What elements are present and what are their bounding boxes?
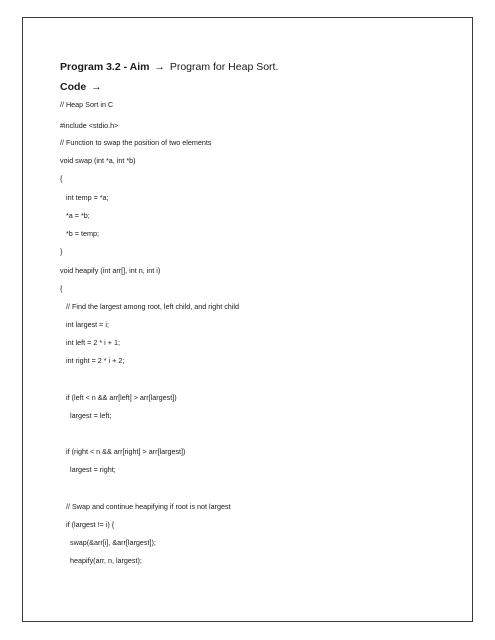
program-title	[60, 60, 278, 74]
code-label: Code	[60, 81, 87, 93]
code-line: largest = left;	[70, 411, 112, 420]
code-line: int temp = *a;	[66, 193, 109, 202]
program-number: Program 3.2 - Aim	[60, 61, 150, 73]
code-line: heapify(arr, n, largest);	[70, 556, 142, 565]
code-line: if (right < n && arr[right] > arr[largest])	[66, 447, 186, 456]
code-line: swap(&arr[i], &arr[largest]);	[70, 538, 156, 547]
code-line: }	[60, 247, 63, 256]
code-line: int left = 2 * i + 1;	[66, 338, 120, 347]
right-arrow-icon: →	[154, 61, 165, 73]
code-line: // Function to swap the position of two elements	[60, 138, 212, 147]
code-line: void swap (int *a, int *b)	[60, 156, 136, 165]
code-line: int largest = i;	[66, 320, 109, 329]
code-line: // Heap Sort in C	[60, 100, 114, 109]
code-line: void heapify (int arr[], int n, int i)	[60, 266, 161, 275]
code-heading	[60, 80, 104, 94]
program-aim: Program for Heap Sort.	[169, 61, 279, 73]
code-line: largest = right;	[70, 465, 116, 474]
code-line: // Find the largest among root, left child, and right child	[66, 302, 239, 311]
code-line: if (largest != i) {	[66, 520, 115, 529]
code-line: *b = temp;	[66, 229, 99, 238]
code-line: // Swap and continue heapifying if root is not largest	[66, 502, 231, 511]
code-line: int right = 2 * i + 2;	[66, 356, 125, 365]
code-line: *a = *b;	[66, 211, 90, 220]
code-line: {	[60, 174, 63, 183]
right-arrow-icon: →	[91, 81, 102, 93]
code-line: {	[60, 284, 63, 293]
code-line: #include <stdio.h>	[60, 121, 119, 130]
code-line: if (left < n && arr[left] > arr[largest])	[66, 393, 177, 402]
